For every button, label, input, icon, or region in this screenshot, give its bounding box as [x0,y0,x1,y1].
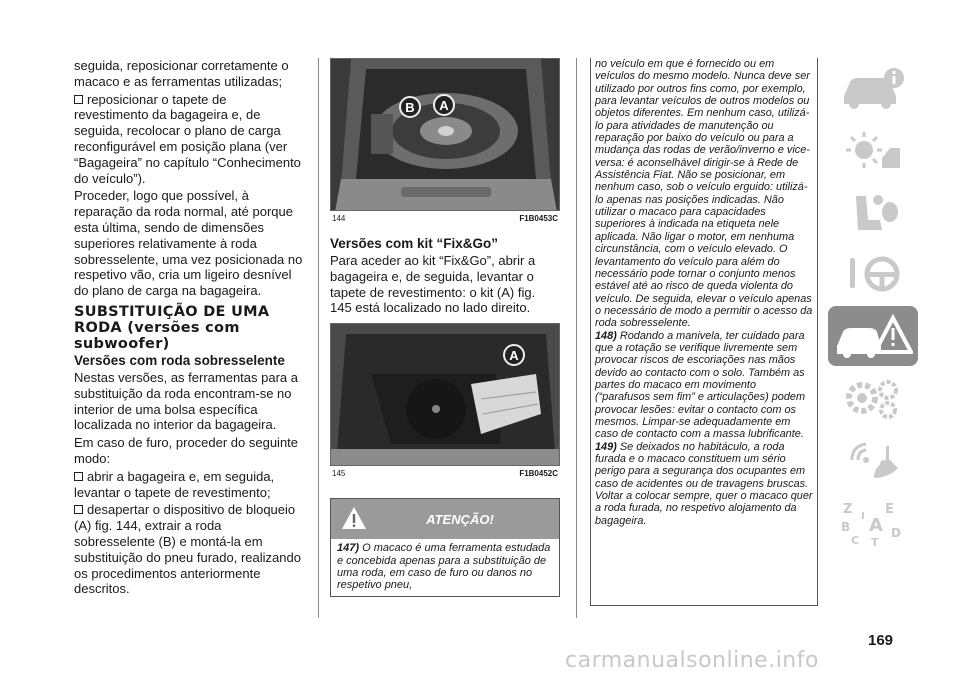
figure-caption [330,466,560,478]
watermark: carmanualsonline.info [565,648,819,673]
warning-text: 148) Rodando a manivela, ter cuidado para que a rotação se verifique livremente sem provocar riscos de escoriações nas mãos devido ao contacto com o solo. Também as partes do macaco em movimento (“parafusos sem fim” e articulações) podem provocar lesões: evitar o contacto com os mesmos. Limpar-se adequadamente em caso de contacto com a massa lubrificante. [595,329,806,441]
emergency-warning-icon [833,312,913,360]
paragraph: Proceder, logo que possível, à reparação da roda normal, até porque esta última, sendo de dimensões superiores relativamente à roda sobresselente, uma vez posicionada no respetivo vão, cria um ligeiro desnível do plano de carga na bagageira. [74,188,303,299]
figure-number: 144 [332,214,346,223]
warning-continuation-column [590,58,818,606]
bullet-item: desapertar o dispositivo de bloqueio (A) fig. 144, extrair a roda sobresselente (B) e montá-la em substituição do pneu furado, realizando os procedimentos anteriormente descritos. [74,502,301,597]
tab-maintenance[interactable] [828,368,918,428]
steering-wheel-icon [838,252,908,296]
callout-a: A [503,344,525,366]
callout-a: A [433,94,455,116]
subsection-heading: Versões com roda sobresselente [74,352,285,368]
warning-text: no veículo em que é fornecido ou em veículos do mesmo modelo. Nunca deve ser utilizado por outros fins como, por exemplo, para levantar veículos de outros modelos ou objetos diferentes. Em nenhum caso, utilizá-lo para atividades de manutenção ou reparação por baixo do veículo ou para a mudança das rodas de verão/inverno e vice-versa: é aconselhável dirigir-se à Rede de Assistência Fiat. Não se posicionar, em nenhum caso, sob o veículo erguido: utilizá-lo apenas nas posições indicadas. Não utilizar o macaco para capacidades superiores à indicada na etiqueta nele aplicada. Não ligar o motor, em nenhuma circunstância, com o veículo elevado. O levantamento do veículo para além do necessário pode tornar o conjunto menos estável até ao risco de queda violenta do veículo. De seguida, elevar o veículo apenas o necessário de modo a permitir o acesso da roda sobresselente. [595,58,813,330]
trunk-spare-wheel-illustration [331,59,560,211]
index-letter: E [885,502,894,517]
figure-number: 145 [332,469,346,479]
figure-code: F1B0452C [519,469,558,479]
bullet-square-icon [74,505,83,514]
figure-144 [330,58,560,211]
index-letters-icon [833,497,913,547]
warning-triangle-icon [341,505,367,531]
tab-dashboard[interactable] [828,120,918,180]
page-number: 169 [868,632,894,649]
column-divider [576,58,577,618]
tab-emergency[interactable] [828,306,918,366]
trunk-kit-illustration [331,324,560,466]
index-letter: B [841,520,851,534]
column-divider [318,58,319,618]
section-heading: SUBSTITUIÇÃO DE UMA RODA (versões com subwoofer) [74,303,270,352]
text-column-1 [74,58,304,597]
warning-continuation-box [590,58,818,606]
maintenance-gears-icon [838,376,908,420]
bullet-item: abrir a bagageira e, em seguida, levantar o tapete de revestimento; [74,468,275,500]
index-letter: T [871,536,879,547]
paragraph: seguida, reposicionar corretamente o macaco e as ferramentas utilizadas; [74,58,289,89]
dashboard-lights-icon [838,128,908,172]
paragraph: Nestas versões, as ferramentas para a substituição da roda encontram-se no interior de uma bolsa específica localizada no interior da bagageira. [74,369,298,433]
subsection-heading: Versões com kit “Fix&Go” [330,236,499,251]
tab-starting-driving[interactable] [828,244,918,304]
paragraph: Para aceder ao kit “Fix&Go”, abrir a bagageira e, de seguida, levantar o tapete de revestimento: o kit (A) fig. 145 está localizado no lado direito. [330,253,536,316]
warning-title: ATENÇÃO! [426,511,494,527]
figure-code: F1B0453C [519,214,558,223]
index-letter: A [869,515,883,536]
figure-145 [330,323,560,466]
chapter-tabs [828,58,922,554]
paragraph: Em caso de furo, proceder do seguinte modo: [74,435,299,466]
tab-vehicle-knowledge[interactable] [828,58,918,118]
bullet-item: reposicionar o tapete de revestimento da bagageira e, de seguida, recolocar o plano de carga reconfigurável em posição plana (ver “Bagageira” no capítulo “Conhecimento do veículo”). [74,91,301,186]
text-column-2 [330,58,560,597]
index-letter: I [861,511,865,522]
warning-box [330,498,560,597]
warning-header [331,499,559,539]
index-letter: D [891,526,901,540]
bullet-square-icon [74,472,83,481]
seat-airbag-icon [838,190,908,234]
multimedia-icon [838,438,908,482]
callout-b: B [399,96,421,118]
tab-multimedia[interactable] [828,430,918,490]
figure-caption [330,211,560,223]
warning-text: 147) O macaco é uma ferramenta estudada e concebida apenas para a substituição de uma roda, em caso de furo ou danos no respetivo pneu, [337,542,551,592]
bullet-square-icon [74,95,83,104]
tab-index[interactable] [828,492,918,552]
index-letter: C [851,534,860,547]
tab-safety[interactable] [828,182,918,242]
index-letter: Z [843,502,853,517]
car-info-icon [838,66,908,110]
warning-text: 149) Se deixados no habitáculo, a roda furada e o macaco constituem um sério perigo para a segurança dos ocupantes em caso de acidentes ou de travagens bruscas. Voltar a colocar sempre, quer o macaco quer a roda furada, no respetivo alojamento da bagageira. [595,440,813,527]
